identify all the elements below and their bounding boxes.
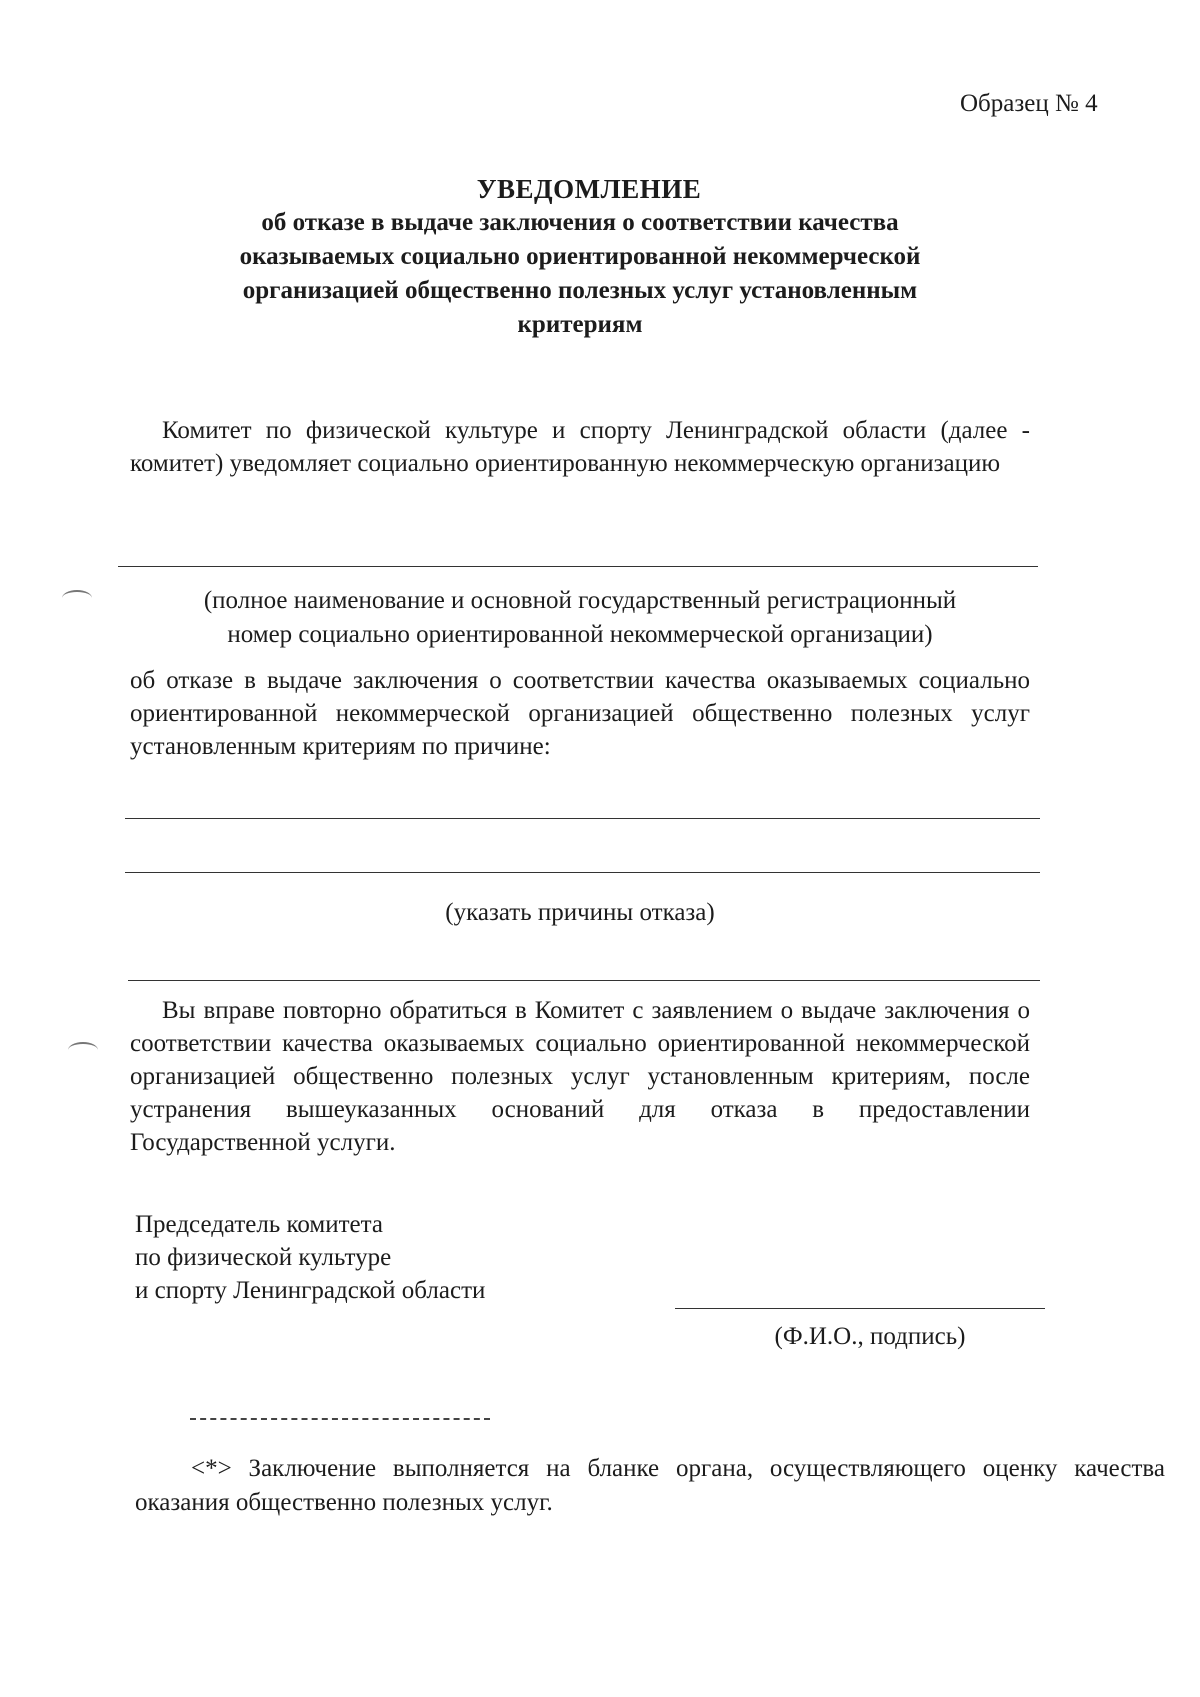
document-title: УВЕДОМЛЕНИЕ: [476, 174, 702, 204]
scan-artifact-mark: [62, 590, 92, 606]
signature-caption: (Ф.И.О., подпись): [774, 1323, 966, 1350]
reason-fill-line: [128, 980, 1040, 981]
signatory-line: и спорту Ленинградской области: [135, 1277, 486, 1304]
signatory-line: по физической культуре: [135, 1244, 392, 1271]
right-to-reapply-paragraph: Вы вправе повторно обратиться в Комитет с заявлением о выдаче заключения о соответствии качества оказываемых социально ориентированной некоммерческой организацией общественно полезных услуг установленным критериям, после устранения вышеуказанных оснований для отказа в предоставлении Государственной услуги.: [130, 997, 1030, 1156]
footnote: <*> Заключение выполняется на бланке органа, осуществляющего оценку качества оказания общественно полезных услуг.: [135, 1455, 1165, 1516]
intro-paragraph: Комитет по физической культуре и спорту Ленинградской области (далее - комитет) уведомляет социально ориентированную некоммерческую организацию: [130, 417, 1030, 477]
subtitle-line: об отказе в выдаче заключения о соответствии качества: [261, 209, 899, 236]
subtitle-line: организацией общественно полезных услуг установленным: [242, 277, 918, 304]
org-name-caption: [130, 584, 1030, 652]
reason-fill-line: [125, 818, 1040, 819]
subtitle-line: критериям: [517, 311, 643, 338]
reason-caption: (указать причины отказа): [445, 899, 715, 926]
refusal-paragraph: об отказе в выдаче заключения о соответствии качества оказываемых социально ориентированной некоммерческой организацией общественно полезных услуг установленным критериям по причине:: [130, 667, 1030, 760]
org-name-caption-line: (полное наименование и основной государственный регистрационный: [203, 587, 957, 614]
footnote-separator: [190, 1418, 490, 1420]
org-name-fill-line: [118, 566, 1038, 567]
sample-label: Образец № 4: [960, 90, 1098, 117]
signatory-line: Председатель комитета: [135, 1211, 383, 1238]
reason-fill-line: [125, 872, 1040, 873]
signatory-block: [135, 1208, 655, 1307]
title-block: [150, 172, 1010, 342]
subtitle-line: оказываемых социально ориентированной некоммерческой: [239, 243, 921, 270]
org-name-caption-line: номер социально ориентированной некоммерческой организации): [227, 621, 933, 648]
scan-artifact-mark: [68, 1042, 98, 1058]
signature-fill-line: [675, 1308, 1045, 1309]
